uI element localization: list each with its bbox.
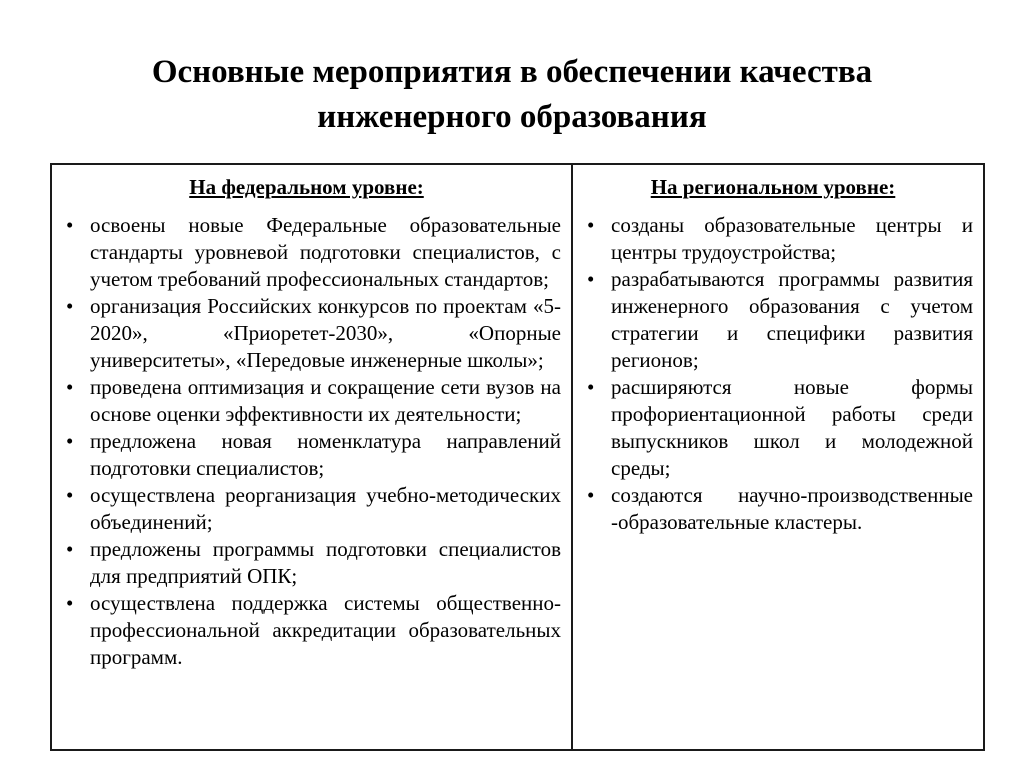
bullet-item: • разрабатываются программы развития инженерного образования с учетом стратегии и специфики развития регионов; [573,266,973,374]
slide-title-line1: Основные мероприятия в обеспечении качества [151,54,873,90]
bullet-item: • проведена оптимизация и сокращение сети вузов на основе оценки эффективности их деятельности; [52,374,561,428]
bullet-item: • создаются научно-производственные -образовательные кластеры. [573,482,973,536]
federal-column-header-text: На федеральном уровне: [189,175,424,199]
slide-title [0,50,1024,140]
bullet-item: • организация Российских конкурсов по проектам «5-2020», «Приоретет-2030», «Опорные университеты», «Передовые инженерные школы»; [52,293,561,374]
bullet-item: • предложены программы подготовки специалистов для предприятий ОПК; [52,536,561,590]
two-column-table [50,163,985,751]
bullet-item: • созданы образовательные центры и центры трудоустройства; [573,212,973,266]
slide-title-line2: инженерного образования [317,99,707,135]
federal-column-header [52,171,561,200]
regional-column-header-text: На региональном уровне: [650,175,896,199]
regional-bullet-list [573,212,973,536]
bullet-item: • осуществлена поддержка системы общественно-профессиональной аккредитации образовательных программ. [52,590,561,671]
federal-bullet-list [52,212,561,671]
bullet-item: • освоены новые Федеральные образовательные стандарты уровневой подготовки специалистов, с учетом требований профессиональных стандартов; [52,212,561,293]
federal-level-column [52,165,573,749]
regional-level-column [573,165,983,749]
bullet-item: • предложена новая номенклатура направлений подготовки специалистов; [52,428,561,482]
bullet-item: • осуществлена реорганизация учебно-методических объединений; [52,482,561,536]
bullet-item: • расширяются новые формы профориентационной работы среди выпускников школ и молодежной среды; [573,374,973,482]
regional-column-header [573,171,973,200]
